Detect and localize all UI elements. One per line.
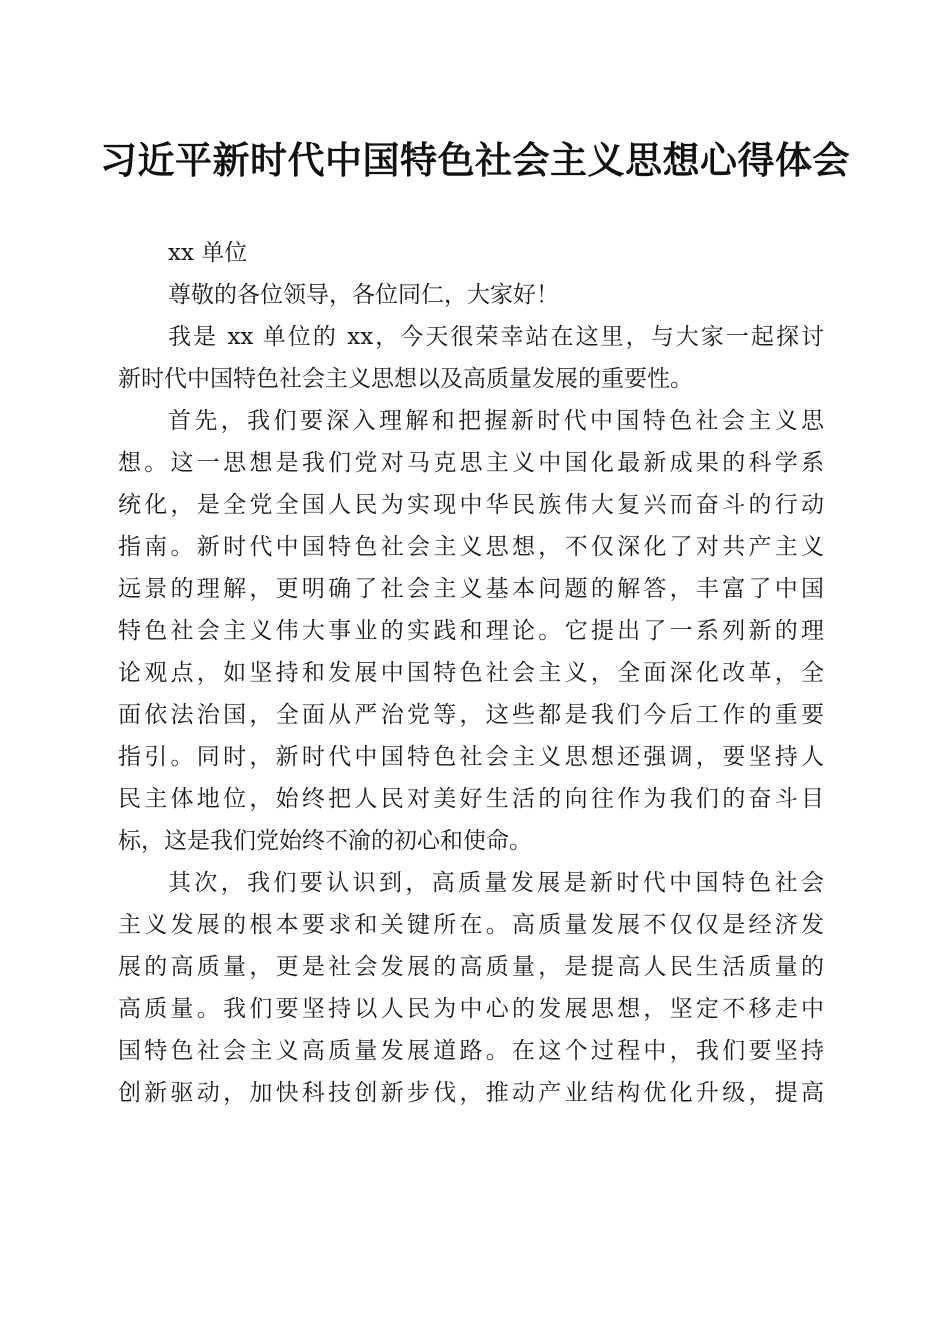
unit-line: xx 单位 (168, 240, 248, 266)
paragraph-line: 高质量。我们要坚持以人民为中心的发展思想，坚定不移走中 (118, 996, 824, 1022)
document-title: 习近平新时代中国特色社会主义思想心得体会 (100, 138, 850, 182)
paragraph-line: 标，这是我们党始终不渝的初心和使命。 (118, 828, 532, 854)
paragraph-line: 指引。同时，新时代中国特色社会主义思想还强调，要坚持人 (118, 744, 824, 770)
paragraph-second (118, 862, 824, 1114)
paragraph-line: 创新驱动，加快科技创新步伐，推动产业结构优化升级，提高 (118, 1080, 824, 1106)
paragraph-first (118, 400, 824, 862)
paragraph-line: 面依法治国，全面从严治党等，这些都是我们今后工作的重要 (118, 702, 824, 728)
paragraph-line: 新时代中国特色社会主义思想以及高质量发展的重要性。 (118, 366, 693, 392)
paragraph-line: 国特色社会主义高质量发展道路。在这个过程中，我们要坚持 (118, 1038, 824, 1064)
paragraph-line: 特色社会主义伟大事业的实践和理论。它提出了一系列新的理 (118, 618, 824, 644)
paragraph-line: 指南。新时代中国特色社会主义思想，不仅深化了对共产主义 (118, 534, 824, 560)
paragraph-line: 民主体地位，始终把人民对美好生活的向往作为我们的奋斗目 (118, 786, 824, 812)
paragraph-line: 我是 xx 单位的 xx，今天很荣幸站在这里，与大家一起探讨 (168, 324, 824, 350)
paragraph-line: 展的高质量，更是社会发展的高质量，是提高人民生活质量的 (118, 954, 824, 980)
paragraph-line: 统化，是全党全国人民为实现中华民族伟大复兴而奋斗的行动 (118, 492, 824, 518)
paragraph-intro (118, 316, 824, 400)
paragraph-line: 主义发展的根本要求和关键所在。高质量发展不仅仅是经济发 (118, 912, 824, 938)
document-body (118, 232, 824, 1114)
paragraph-line: 其次，我们要认识到，高质量发展是新时代中国特色社会 (168, 870, 824, 896)
greeting-line: 尊敬的各位领导，各位同仁，大家好！ (168, 282, 559, 308)
paragraph-line: 想。这一思想是我们党对马克思主义中国化最新成果的科学系 (118, 450, 824, 476)
paragraph-line: 远景的理解，更明确了社会主义基本问题的解答，丰富了中国 (118, 576, 824, 602)
paragraph-line: 论观点，如坚持和发展中国特色社会主义，全面深化改革，全 (118, 660, 824, 686)
paragraph-line: 首先，我们要深入理解和把握新时代中国特色社会主义思 (168, 408, 824, 434)
